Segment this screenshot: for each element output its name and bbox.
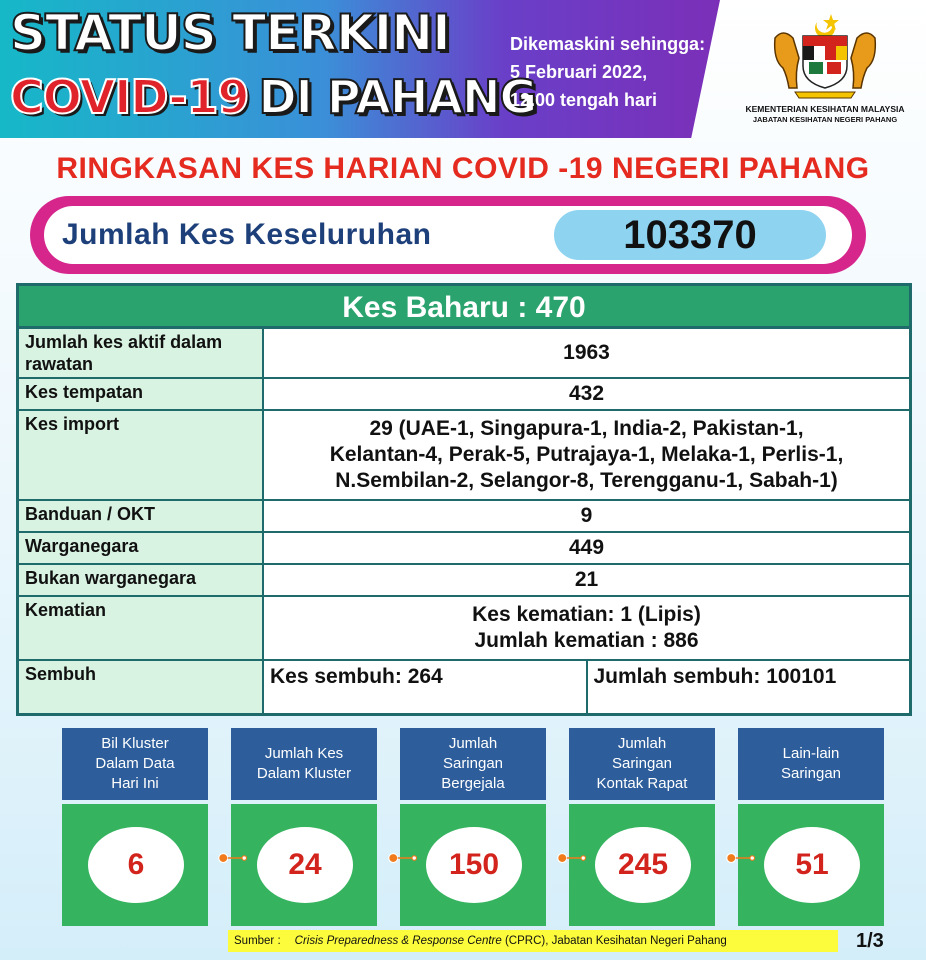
stat-label-line: Jumlah xyxy=(448,735,498,752)
row-label: Kes tempatan xyxy=(19,379,264,409)
row-value xyxy=(264,501,909,531)
stat-label xyxy=(400,728,546,800)
table-row xyxy=(19,597,909,661)
row-label: Kes import xyxy=(19,411,264,499)
updated-info xyxy=(510,30,710,114)
recovered-split xyxy=(264,661,909,713)
title-covid: COVID-19 xyxy=(10,70,249,124)
title-status-terkini: STATUS TERKINI xyxy=(10,4,450,62)
updated-line: Dikemaskini sehingga: xyxy=(510,34,706,54)
department-name: JABATAN KESIHATAN NEGERI PAHANG xyxy=(752,115,898,124)
ministry-logo-block xyxy=(725,8,925,138)
row-value-line: 29 (UAE-1, Singapura-1, India-2, Pakistan-1, xyxy=(369,417,804,440)
stat-label-line: Lain-lain xyxy=(782,745,840,762)
row-label: Sembuh xyxy=(19,661,264,713)
source-label: Sumber : xyxy=(234,935,281,947)
recovered-today: Kes sembuh: 264 xyxy=(264,661,588,713)
row-value-line: Jumlah kematian : 886 xyxy=(474,629,699,652)
title-covid-pahang xyxy=(10,70,536,132)
table-row xyxy=(19,329,909,379)
stat-label-line: Bil Kluster xyxy=(101,735,169,752)
total-cases-box xyxy=(30,196,866,274)
connector-icon xyxy=(726,851,756,865)
header xyxy=(0,0,926,142)
stat-label-line: Dalam Kluster xyxy=(256,765,352,782)
stat-label-line: Kontak Rapat xyxy=(596,775,688,792)
row-value xyxy=(264,329,909,377)
row-value-text: 9 xyxy=(580,504,593,527)
row-label: Banduan / OKT xyxy=(19,501,264,531)
stat-value: 51 xyxy=(764,827,860,903)
stat-body xyxy=(738,804,884,926)
total-cases-inner xyxy=(44,206,852,264)
stat-value: 24 xyxy=(257,827,353,903)
row-value xyxy=(264,379,909,409)
stat-value: 6 xyxy=(88,827,184,903)
page-number: 1/3 xyxy=(856,930,884,952)
stat-label-line: Saringan xyxy=(442,755,504,772)
source-org: Crisis Preparedness & Response Centre xyxy=(294,935,502,947)
coat-of-arms-icon xyxy=(765,8,885,104)
stats-row xyxy=(0,728,926,928)
stat-value: 150 xyxy=(426,827,522,903)
stat-value: 245 xyxy=(595,827,691,903)
table-row xyxy=(19,533,909,565)
updated-line: 12.00 tengah hari xyxy=(510,90,658,110)
stat-label xyxy=(738,728,884,800)
stat-label-line: Bergejala xyxy=(441,775,505,792)
stat-label-line: Saringan xyxy=(611,755,673,772)
row-value-text: 449 xyxy=(568,536,605,559)
table-row xyxy=(19,411,909,501)
cases-table xyxy=(16,283,912,716)
row-value xyxy=(264,565,909,595)
summary-title: RINGKASAN KES HARIAN COVID -19 NEGERI PAHANG xyxy=(56,152,870,185)
row-value xyxy=(264,411,909,499)
stat-body xyxy=(62,804,208,926)
row-value-line: Kes kematian: 1 (Lipis) xyxy=(472,603,701,626)
row-label: Bukan warganegara xyxy=(19,565,264,595)
title-location: DI PAHANG xyxy=(258,70,537,124)
connector-icon xyxy=(218,851,248,865)
stat-body xyxy=(400,804,546,926)
stat-body xyxy=(569,804,715,926)
stat-label-line: Dalam Data xyxy=(95,755,175,772)
table-row xyxy=(19,501,909,533)
stat-label xyxy=(231,728,377,800)
stat-label-line: Jumlah xyxy=(617,735,667,752)
row-value-line: N.Sembilan-2, Selangor-8, Terengganu-1, Sabah-1) xyxy=(335,469,838,492)
table-row xyxy=(19,565,909,597)
new-cases-header: Kes Baharu : 470 xyxy=(19,286,909,329)
total-cases-value: 103370 xyxy=(554,210,826,260)
row-value-text: 432 xyxy=(568,382,605,405)
connector-icon xyxy=(388,851,418,865)
row-value-text: 1963 xyxy=(563,341,610,364)
table-row xyxy=(19,379,909,411)
ministry-name: KEMENTERIAN KESIHATAN MALAYSIA xyxy=(745,104,905,114)
stat-label xyxy=(569,728,715,800)
stat-body xyxy=(231,804,377,926)
row-value xyxy=(264,533,909,563)
row-label: Warganegara xyxy=(19,533,264,563)
row-value-line: Kelantan-4, Perak-5, Putrajaya-1, Melaka-1, Perlis-1, xyxy=(329,443,844,466)
recovered-total: Jumlah sembuh: 100101 xyxy=(593,665,837,688)
stat-label-line: Jumlah Kes xyxy=(264,745,344,762)
source-rest: (CPRC), Jabatan Kesihatan Negeri Pahang xyxy=(501,935,727,947)
source-bar xyxy=(228,930,838,952)
row-value-text: 21 xyxy=(574,568,599,591)
table-row xyxy=(19,661,909,713)
stat-label-line: Hari Ini xyxy=(111,775,159,792)
updated-line: 5 Februari 2022, xyxy=(510,62,648,82)
total-cases-label: Jumlah Kes Keseluruhan xyxy=(62,218,432,251)
stat-label-line: Saringan xyxy=(780,765,842,782)
row-label: Kematian xyxy=(19,597,264,659)
connector-icon xyxy=(557,851,587,865)
stat-label xyxy=(62,728,208,800)
row-label: Jumlah kes aktif dalam rawatan xyxy=(19,329,264,377)
row-value xyxy=(264,597,909,659)
